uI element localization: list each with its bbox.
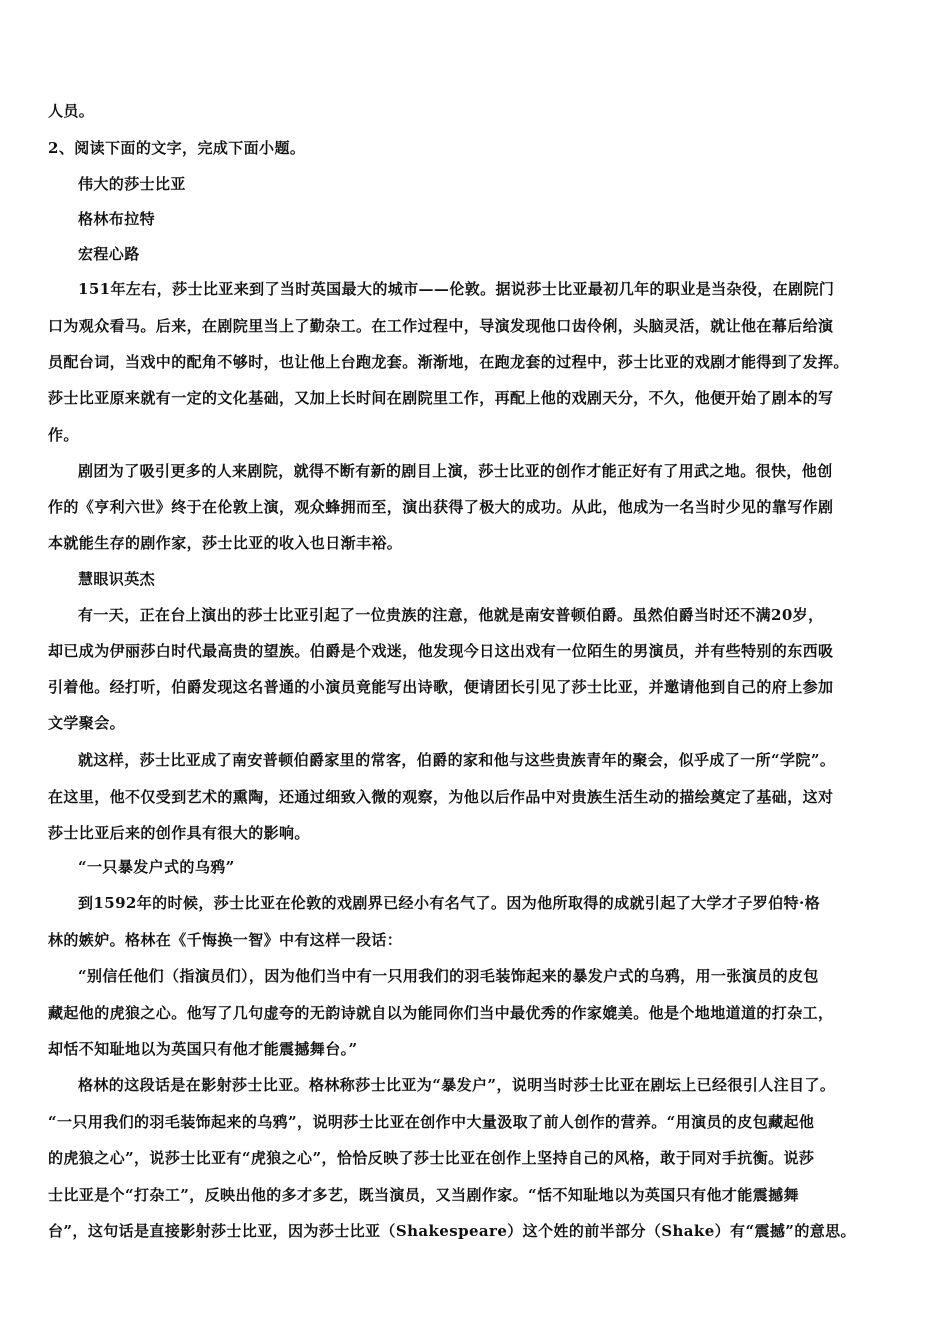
section-heading: 宏程心路 — [78, 245, 140, 263]
paragraph-line: 却已成为伊丽莎白时代最高贵的望族。伯爵是个戏迷，他发现今日这出戏有一位陌生的男演员，并有些特别的东西吸 — [48, 642, 834, 660]
paragraph-line: 就这样，莎士比亚成了南安普顿伯爵家里的常客，伯爵的家和他与这些贵族青年的聚会，似乎成了一所“学院”。 — [78, 751, 836, 769]
paragraph-line: 林的嫉妒。格林在《千悔换一智》中有这样一段话： — [48, 931, 403, 949]
quote-line: 藏起他的虎狼之心。他写了几句虚夸的无韵诗就自以为能同你们当中最优秀的作家媲美。他是个地地道道的打杂工， — [48, 1004, 834, 1022]
paragraph-line: “一只用我们的羽毛装饰起来的乌鸦”，说明莎士比亚在创作中大量汲取了前人创作的营养。“用演员的皮包藏起他 — [48, 1113, 815, 1131]
article-author: 格林布拉特 — [78, 210, 156, 228]
paragraph-line: 作的《亨利六世》终于在伦敦上演，观众蜂拥而至，演出获得了极大的成功。从此，他成为一名当时少见的靠写作剧 — [48, 498, 834, 516]
paragraph-line: 台”，这句话是直接影射莎士比亚，因为莎士比亚（Shakespeare）这个姓的前半部分（Shake）有“震撼”的意思。 — [48, 1222, 856, 1240]
paragraph-line: 莎士比亚后来的创作具有很大的影响。 — [48, 824, 310, 842]
section-heading: “一只暴发户式的乌鸦” — [78, 858, 235, 876]
paragraph-line: 引着他。经打听，伯爵发现这名普通的小演员竟能写出诗歌，便请团长引见了莎士比亚，并邀请他到自己的府上参加 — [48, 678, 834, 696]
paragraph-line: 口为观众看马。后来，在剧院里当上了勤杂工。在工作过程中，导演发现他口齿伶俐，头脑灵活，就让他在幕后给演 — [48, 317, 834, 335]
paragraph-line: 的虎狼之心”，说莎士比亚有“虎狼之心”，恰恰反映了莎士比亚在创作上坚持自己的风格，敢于同对手抗衡。说莎 — [48, 1149, 815, 1167]
paragraph-line: 员配台词，当戏中的配角不够时，也让他上台跑龙套。渐渐地，在跑龙套的过程中，莎士比亚的戏剧才能得到了发挥。 — [48, 353, 849, 371]
paragraph-line: 格林的这段话是在影射莎士比亚。格林称莎士比亚为“暴发户”，说明当时莎士比亚在剧坛上已经很引人注目了。 — [78, 1076, 836, 1094]
text-line: 人员。 — [48, 102, 95, 120]
paragraph-line: 文学聚会。 — [48, 714, 126, 732]
paragraph-line: 本就能生存的剧作家，莎士比亚的收入也日渐丰裕。 — [48, 534, 403, 552]
paragraph-line: 有一天，正在台上演出的莎士比亚引起了一位贵族的注意，他就是南安普顿伯爵。虽然伯爵当时还不满20岁， — [78, 606, 824, 624]
quote-line: 却恬不知耻地以为英国只有他才能震撼舞台。” — [48, 1040, 358, 1058]
paragraph-line: 士比亚是个“打杂工”，反映出他的多才多艺，既当演员，又当剧作家。“恬不知耻地以为英国只有他才能震撼舞 — [48, 1186, 799, 1204]
paragraph-line: 151年左右，莎士比亚来到了当时英国最大的城市——伦敦。据说莎士比亚最初几年的职业是当杂役，在剧院门 — [78, 280, 835, 298]
paragraph-line: 莎士比亚原来就有一定的文化基础，又加上长时间在剧院里工作，再配上他的戏剧天分，不久，他便开始了剧本的写 — [48, 389, 834, 407]
paragraph-line: 在这里，他不仅受到艺术的熏陶，还通过细致入微的观察，为他以后作品中对贵族生活生动的描绘奠定了基础，这对 — [48, 788, 834, 806]
paragraph-line: 到1592年的时候，莎士比亚在伦敦的戏剧界已经小有名气了。因为他所取得的成就引起了大学才子罗伯特·格 — [78, 894, 820, 912]
article-title: 伟大的莎士比亚 — [78, 175, 186, 193]
quote-line: “别信任他们（指演员们），因为他们当中有一只用我们的羽毛装饰起来的暴发户式的乌鸦，用一张演员的皮包 — [78, 967, 819, 985]
question-intro: 2、阅读下面的文字，完成下面小题。 — [48, 139, 306, 157]
paragraph-line: 剧团为了吸引更多的人来剧院，就得不断有新的剧目上演，莎士比亚的创作才能正好有了用武之地。很快，他创 — [78, 462, 833, 480]
paragraph-line: 作。 — [48, 426, 79, 444]
section-heading: 慧眼识英杰 — [78, 570, 156, 588]
